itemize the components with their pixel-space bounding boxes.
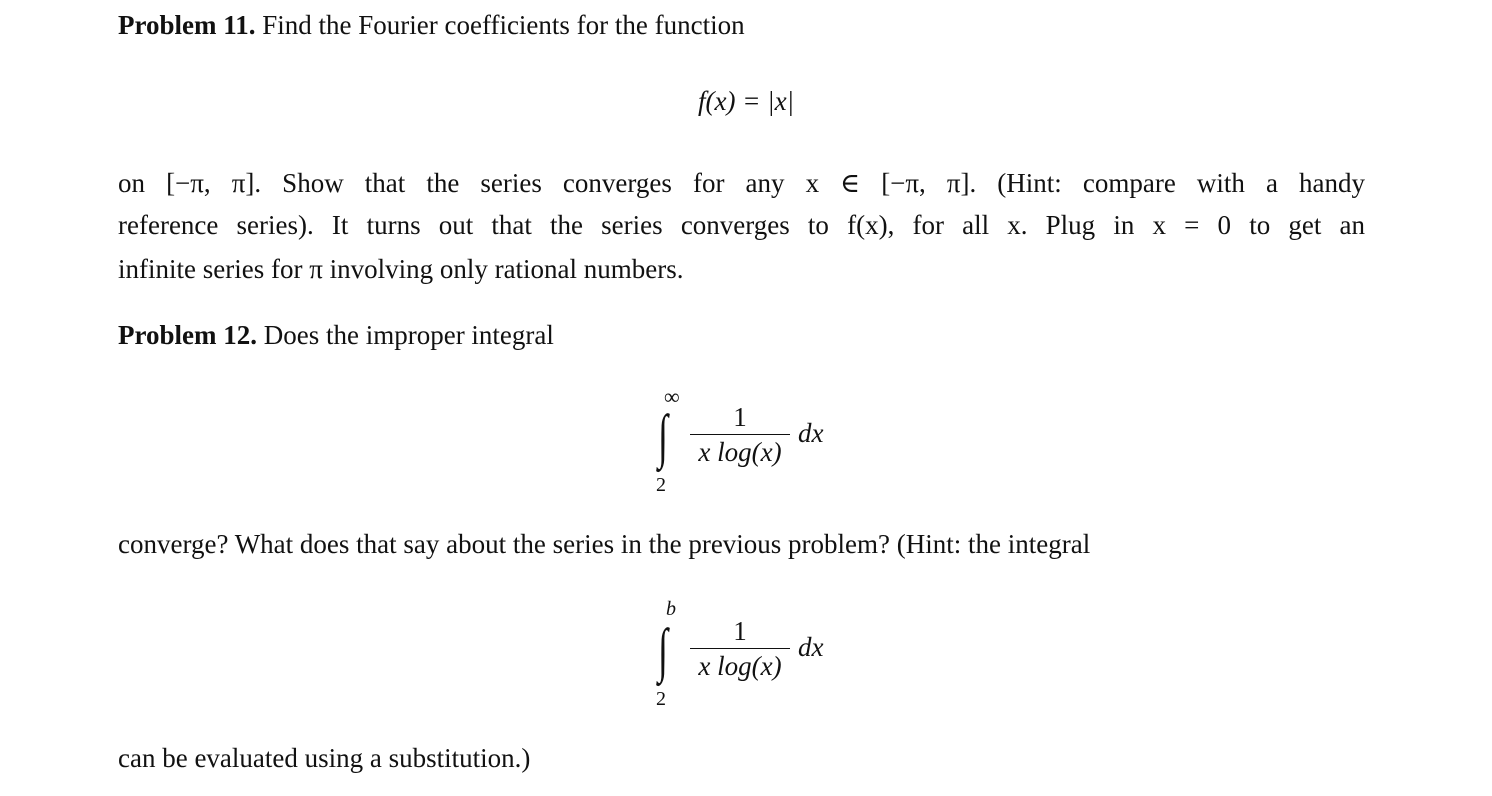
definite-integral-display bbox=[650, 598, 850, 720]
problem-11-text-line-1: on [−π, π]. Show that the series converges for any x ∈ [−π, π]. (Hint: compare with a handy bbox=[118, 168, 1365, 198]
fraction-bar bbox=[690, 648, 790, 649]
fraction-numerator: 1 bbox=[733, 402, 747, 432]
problem-11-intro: Find the Fourier coefficients for the function bbox=[262, 10, 745, 40]
problem-11-text-line-3: infinite series for π involving only rational numbers. bbox=[118, 254, 684, 284]
fraction-bar bbox=[690, 434, 790, 435]
function-definition: f(x) = |x| bbox=[697, 86, 795, 116]
integrand-fraction bbox=[690, 614, 790, 681]
integral-differential: dx bbox=[798, 418, 824, 448]
integral-lower-limit: 2 bbox=[656, 474, 666, 496]
problem-12-text-line-2: can be evaluated using a substitution.) bbox=[118, 743, 531, 773]
integral-differential: dx bbox=[798, 632, 824, 662]
problem-12-text-line-1: converge? What does that say about the series in the previous problem? (Hint: the integral bbox=[118, 529, 1091, 559]
problem-11-text-line-2: reference series). It turns out that the series converges to f(x), for all x. Plug in x = 0 to get an bbox=[118, 210, 1365, 240]
problem-12-intro: Does the improper integral bbox=[263, 320, 554, 350]
problem-12-statement bbox=[118, 319, 1365, 351]
fraction-denominator: x log(x) bbox=[698, 651, 782, 681]
integral-upper-limit: ∞ bbox=[664, 384, 680, 409]
integral-lower-limit: 2 bbox=[656, 688, 666, 710]
integral-sign: ∫ bbox=[658, 403, 668, 469]
problem-12-heading: Problem 12. bbox=[118, 320, 257, 350]
integral-sign: ∫ bbox=[658, 617, 668, 683]
integral-upper-limit: b bbox=[666, 598, 676, 620]
problem-11-statement bbox=[118, 9, 1365, 41]
improper-integral-display bbox=[650, 384, 850, 506]
problem-11-display-equation bbox=[0, 86, 1492, 117]
fraction-numerator: 1 bbox=[733, 616, 747, 646]
integrand-fraction bbox=[690, 400, 790, 467]
problem-11-heading: Problem 11. bbox=[118, 10, 256, 40]
fraction-denominator: x log(x) bbox=[698, 437, 782, 467]
